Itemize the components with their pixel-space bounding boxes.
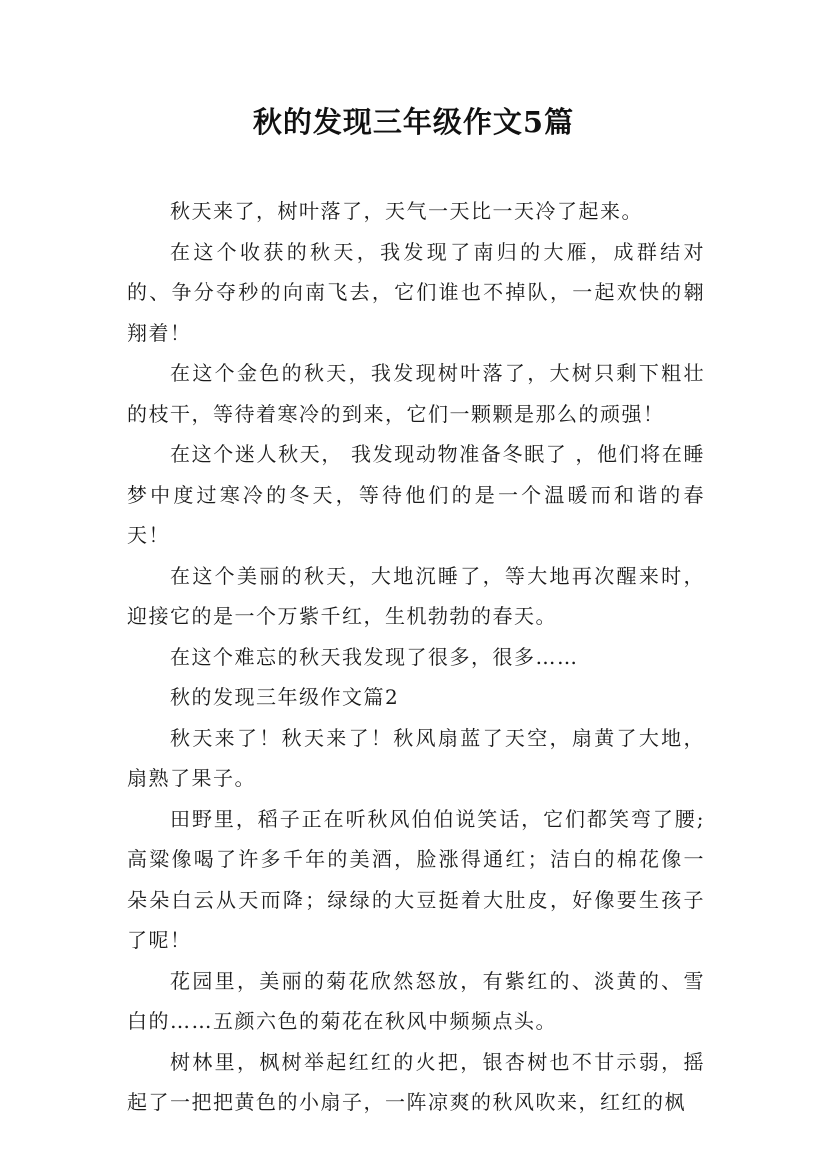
paragraph-7: 秋天来了！秋天来了！秋风扇蓝了天空，扇黄了大地，扇熟了果子。 bbox=[127, 725, 705, 790]
paragraph-5: 在这个美丽的秋天，大地沉睡了，等大地再次醒来时，迎接它的是一个万紫千红，生机勃勃的春天。 bbox=[127, 563, 705, 628]
paragraph-4: 在这个迷人秋天， 我发现动物准备冬眠了 ，他们将在睡梦中度过寒冷的冬天，等待他们的是一个温暖而和谐的春天！ bbox=[127, 442, 705, 547]
paragraph-2: 在这个收获的秋天，我发现了南归的大雁，成群结对的、争分夺秒的向南飞去，它们谁也不掉队，一起欢快的翱翔着！ bbox=[127, 239, 705, 345]
paragraph-9: 花园里，美丽的菊花欣然怒放，有紫红的、淡黄的、雪白的……五颜六色的菊花在秋风中频频点头。 bbox=[127, 968, 705, 1033]
paragraph-1: 秋天来了，树叶落了，天气一天比一天冷了起来。 bbox=[170, 199, 643, 223]
document-body bbox=[127, 191, 705, 1123]
paragraph-6: 在这个难忘的秋天我发现了很多，很多…… bbox=[170, 644, 579, 669]
paragraph-8: 田野里，稻子正在听秋风伯伯说笑话，它们都笑弯了腰;高粱像喝了许多千年的美酒，脸涨得通红；洁白的棉花像一朵朵白云从天而降；绿绿的大豆挺着大肚皮，好像要生孩子了呢！ bbox=[127, 806, 705, 952]
paragraph-3: 在这个金色的秋天，我发现树叶落了，大树只剩下粗壮的枝干，等待着寒冷的到来，它们一颗颗是那么的顽强！ bbox=[127, 361, 705, 426]
paragraph-10: 树林里，枫树举起红红的火把，银杏树也不甘示弱，摇起了一把把黄色的小扇子，一阵凉爽的秋风吹来，红红的枫 bbox=[127, 1049, 705, 1114]
section-heading: 秋的发现三年级作文篇2 bbox=[170, 685, 400, 709]
document-title: 秋的发现三年级作文5篇 bbox=[252, 105, 575, 139]
